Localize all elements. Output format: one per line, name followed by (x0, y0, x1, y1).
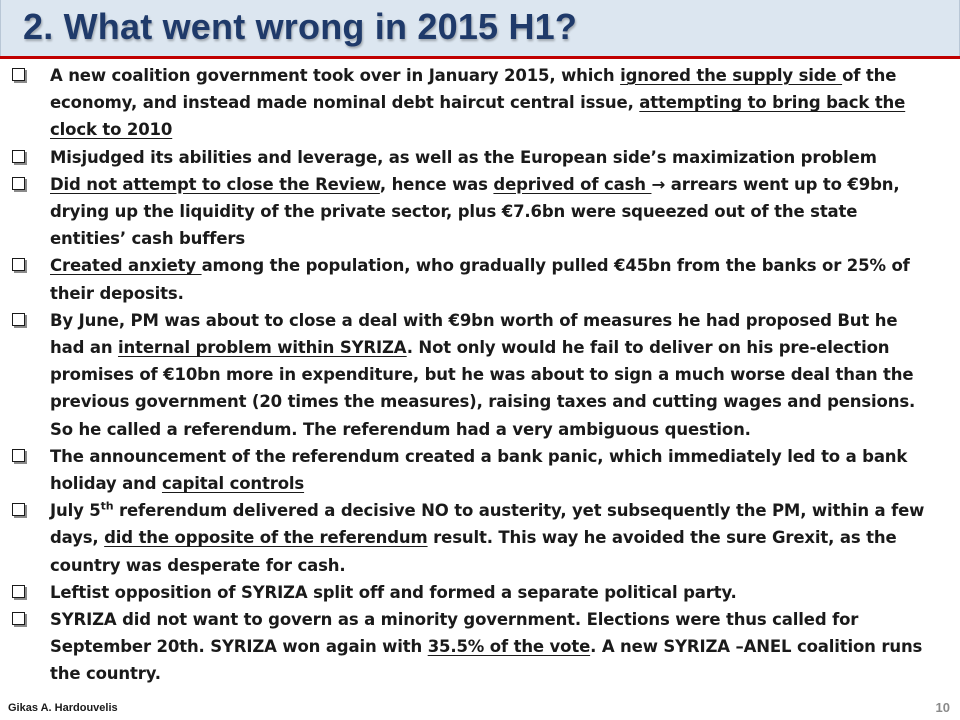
bullet-text: referendum delivered a decisive NO to austerity, yet subsequently the PM, within a few days, (50, 501, 925, 548)
bullet-text: By June, PM was about to close a deal with €9bn worth of measures he had proposed But he had an (50, 310, 898, 358)
bullet-text: Misjudged its abilities and leverage, as well as the European side’s maximization problem (50, 147, 877, 167)
bullet-item (0, 307, 960, 443)
bullet-item (0, 443, 960, 497)
bullet-text: → arrears went up to €9bn, drying up the liquidity of the private sector, plus €7.6bn were squeezed out of the state entities’ cash buffers (50, 174, 900, 249)
bullet-item (0, 579, 960, 606)
underlined-phrase: attempting to bring back the clock to 2010 (50, 93, 906, 140)
checkbox-bullet-icon (12, 150, 25, 163)
bullet-text: SYRIZA did not want to govern as a minority government. Elections were thus called for September 20th. SYRIZA won again with (50, 610, 859, 657)
title-divider (0, 56, 960, 59)
checkbox-bullet-icon (12, 503, 25, 516)
bullet-item (0, 252, 960, 306)
page-number: 10 (935, 700, 950, 715)
bullet-text: The announcement of the referendum created a bank panic, which immediately led to a bank holiday and (50, 446, 908, 494)
underlined-phrase: deprived of cash (493, 174, 652, 194)
bullet-text: result. This way he avoided the sure Grexit, as the country was desperate for cash. (50, 528, 897, 575)
bullet-item (0, 171, 960, 253)
underlined-phrase: capital controls (161, 474, 305, 494)
checkbox-bullet-icon (12, 612, 25, 625)
bullet-item (0, 144, 960, 171)
underlined-phrase: 35.5% of the vote (427, 637, 591, 657)
bullet-text: July 5 (50, 501, 101, 521)
ordinal-suffix: th (100, 499, 114, 513)
checkbox-bullet-icon (12, 68, 25, 81)
bullet-text: A new coalition government took over in January 2015, which (50, 66, 621, 85)
bullet-text: among the population, who gradually pulled €45bn from the banks or 25% of their deposits. (50, 256, 910, 303)
bullet-text: . Not only would he fail to deliver on his pre-election promises of €10bn more in expenditure, but he was about to sign a much worse deal than the previous government (20 times the measures), raising taxes and cutting wages and pensions. So he called a referendum. The referendum had a very ambiguous question. (50, 338, 916, 439)
title-bar (0, 0, 960, 56)
bullet-list (0, 62, 960, 688)
underlined-phrase: Did not attempt to close the Review (50, 174, 380, 194)
underlined-phrase: Created anxiety (50, 256, 202, 276)
bullet-text: Leftist opposition of SYRIZA split off and formed a separate political party. (50, 582, 737, 602)
bullet-item (0, 62, 960, 144)
bullet-text: . A new SYRIZA –ANEL coalition runs the country. (50, 637, 923, 684)
bullet-item (0, 606, 960, 688)
checkbox-bullet-icon (12, 449, 25, 462)
author-credit: Gikas A. Hardouvelis (8, 702, 118, 714)
bullet-text: of the economy, and instead made nominal debt haircut central issue, (50, 66, 897, 113)
checkbox-bullet-icon (12, 177, 25, 190)
underlined-phrase: did the opposite of the referendum (104, 528, 428, 548)
checkbox-bullet-icon (12, 258, 25, 271)
checkbox-bullet-icon (12, 585, 25, 598)
slide-title: 2. What went wrong in 2015 H1? (23, 6, 578, 47)
bullet-item (0, 497, 960, 579)
bullet-text: , hence was (379, 174, 494, 194)
checkbox-bullet-icon (12, 313, 25, 326)
underlined-phrase: internal problem within SYRIZA (118, 338, 407, 358)
underlined-phrase: ignored the supply side (620, 66, 843, 85)
